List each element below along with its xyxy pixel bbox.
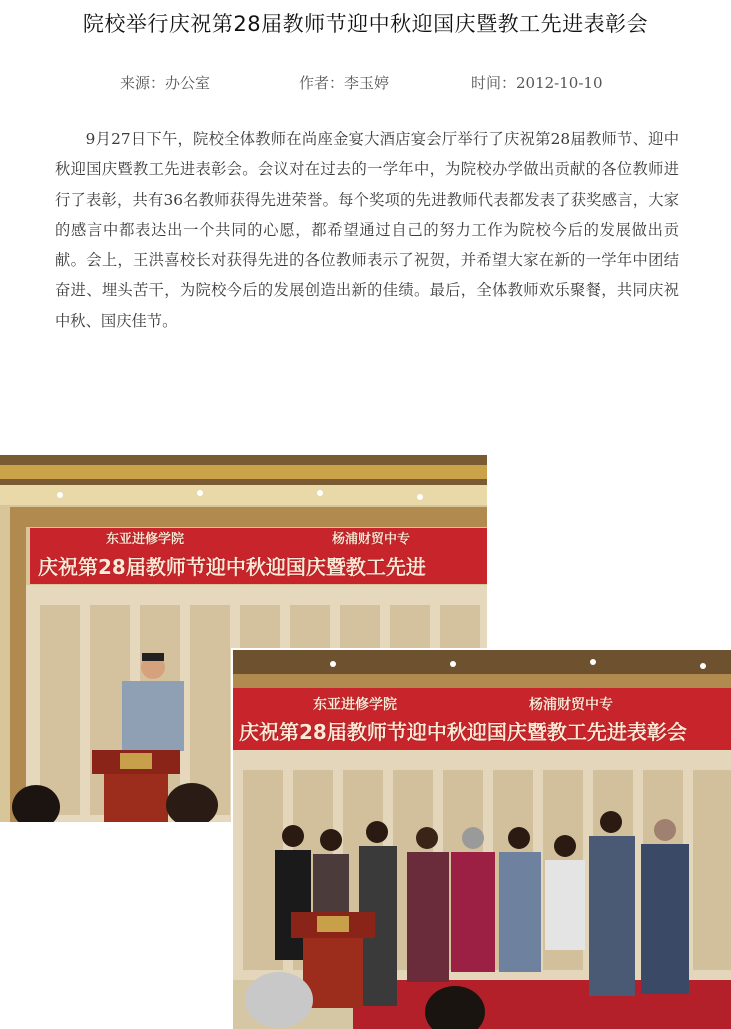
- banner-top-left: 东亚进修学院: [106, 532, 185, 547]
- article-title: 院校举行庆祝第28届教师节迎中秋迎国庆暨教工先进表彰会: [82, 12, 649, 36]
- article-source: 来源：办公室: [120, 74, 211, 92]
- banner-top-right: 杨浦财贸中专: [529, 697, 613, 713]
- banner-main: 庆祝第28届教师节迎中秋迎国庆暨教工先进: [38, 555, 426, 579]
- event-photo-group: [231, 648, 731, 1029]
- banner-top-left: 东亚进修学院: [313, 697, 397, 713]
- banner-main: 庆祝第28届教师节迎中秋迎国庆暨教工先进表彰会: [239, 720, 687, 744]
- article-author: 作者：李玉婷: [299, 74, 390, 92]
- banner-top-right: 杨浦财贸中专: [332, 532, 411, 547]
- article-time: 时间：2012-10-10: [471, 74, 603, 92]
- article-body: 9月27日下午，院校全体教师在尚座金宴大酒店宴会厅举行了庆祝第28届教师节、迎中秋迎国庆暨教工先进表彰会。会议对在过去的一学年中，为院校办学做出贡献的各位教师进行了表彰，共有36名教师获得先进荣誉。每个奖项的先进教师代表都发表了获奖感言，大家的感言中都表达出一个共同的心愿，都希望通过自己的努力工作为院校今后的发展做出贡献。会上，王洪喜校长对获得先进的各位教师表示了祝贺，并希望大家在新的一学年中团结奋进、埋头苦干，为院校今后的发展创造出新的佳绩。最后，全体教师欢乐聚餐，共同庆祝中秋、国庆佳节。: [55, 130, 679, 330]
